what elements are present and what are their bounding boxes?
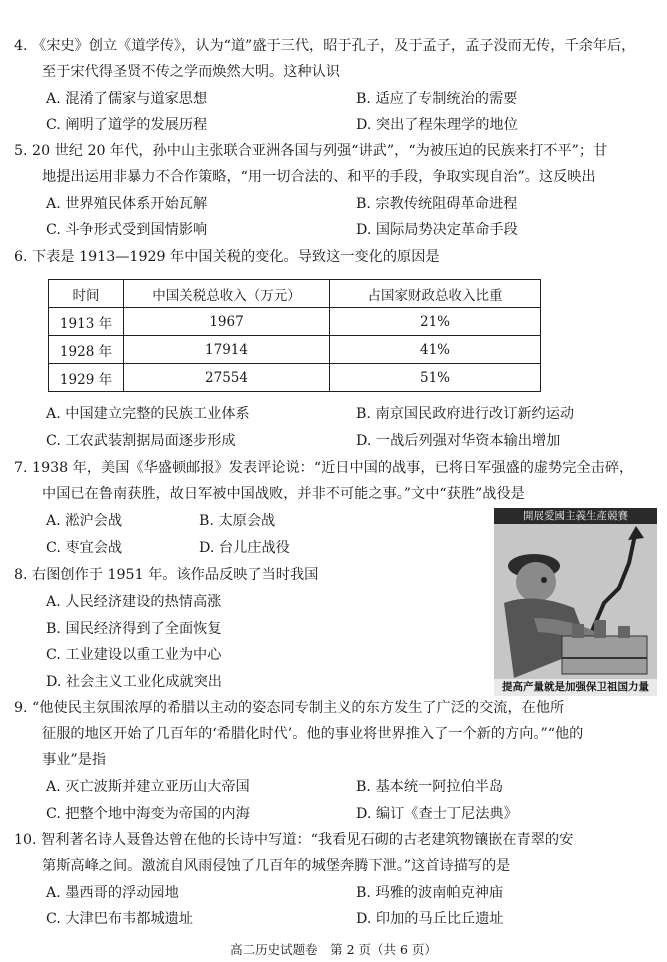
table-row (49, 308, 541, 336)
q5-stem-line1: 5. 20 世纪 20 年代，孙中山主张联合亚洲各国与列强“讲武”，“为被压迫的民族来打不平”；甘 (14, 143, 608, 159)
q4-stem-line1: 4. 《宋史》创立《道学传》，认为“道”盛于三代，昭于孔子，及于孟子，孟子没而无传，千余年后， (14, 38, 636, 54)
propaganda-poster-image (494, 508, 657, 696)
q5-option-c[interactable]: C. 斗争形式受到国情影响 (46, 222, 208, 238)
page-footer: 高二历史试题卷 第 2 页（共 6 页） (230, 942, 437, 957)
table-cell: 21% (330, 308, 541, 336)
q8-option-d[interactable]: D. 社会主义工业化成就突出 (46, 674, 222, 690)
table-row (49, 364, 541, 392)
q9-option-d[interactable]: D. 编订《查士丁尼法典》 (356, 806, 518, 822)
q6-stem-line1: 6. 下表是 1913—1929 年中国关税的变化。导致这一变化的原因是 (14, 249, 440, 265)
q9-option-a[interactable]: A. 灭亡波斯并建立亚历山大帝国 (46, 779, 250, 795)
table-header-cell: 占国家财政总收入比重 (330, 280, 541, 308)
poster-illustration (494, 508, 657, 696)
q8-option-a[interactable]: A. 人民经济建设的热情高涨 (46, 594, 222, 610)
q6-option-a[interactable]: A. 中国建立完整的民族工业体系 (46, 406, 250, 422)
q5-option-a[interactable]: A. 世界殖民体系开始瓦解 (46, 196, 208, 212)
q8-stem-line1: 8. 右图创作于 1951 年。该作品反映了当时我国 (14, 567, 319, 583)
q6-option-c[interactable]: C. 工农武装割据局面逐步形成 (46, 433, 236, 449)
q4-stem-line2: 至于宋代得圣贤不传之学而焕然大明。这种认识 (42, 64, 340, 80)
table-cell: 1967 (124, 308, 330, 336)
table-cell: 1928 年 (49, 336, 124, 364)
q7-option-d[interactable]: D. 台儿庄战役 (199, 540, 290, 556)
q8-option-b[interactable]: B. 国民经济得到了全面恢复 (46, 621, 222, 637)
q10-option-d[interactable]: D. 印加的马丘比丘遗址 (356, 911, 504, 927)
poster-caption: 提高产量就是加强保卫祖国力量 (494, 679, 657, 696)
q10-option-b[interactable]: B. 玛雅的波南帕克神庙 (356, 885, 504, 901)
q6-option-b[interactable]: B. 南京国民政府进行改订新约运动 (356, 406, 575, 422)
q10-option-c[interactable]: C. 大津巴布韦都城遗址 (46, 911, 194, 927)
q4-option-b[interactable]: B. 适应了专制统治的需要 (356, 91, 518, 107)
q10-stem-line1: 10. 智利著名诗人聂鲁达曾在他的长诗中写道：“我看见石砌的古老建筑物镶嵌在青翠的安 (14, 832, 574, 848)
table-row (49, 336, 541, 364)
q10-option-a[interactable]: A. 墨西哥的浮动园地 (46, 885, 179, 901)
table-header-cell: 中国关税总收入（万元） (124, 280, 330, 308)
table-cell: 1913 年 (49, 308, 124, 336)
table-header-cell: 时间 (49, 280, 124, 308)
q8-option-c[interactable]: C. 工业建设以重工业为中心 (46, 647, 222, 663)
q9-option-b[interactable]: B. 基本统一阿拉伯半岛 (356, 779, 504, 795)
table-header-row (49, 280, 541, 308)
q9-stem-line2: 征服的地区开始了几百年的‘希腊化时代’。他的事业将世界推入了一个新的方向。”“他的 (42, 726, 584, 742)
table-cell: 51% (330, 364, 541, 392)
q5-option-b[interactable]: B. 宗教传统阻碍革命进程 (356, 196, 518, 212)
q9-option-c[interactable]: C. 把整个地中海变为帝国的内海 (46, 806, 250, 822)
q9-stem-line3: 事业”是指 (42, 752, 107, 768)
q5-option-d[interactable]: D. 国际局势决定革命手段 (356, 222, 518, 238)
q9-stem-line1: 9. “他使民主氛围浓厚的希腊以主动的姿态同专制主义的东方发生了广泛的交流，在他所 (14, 700, 565, 716)
q7-option-c[interactable]: C. 枣宜会战 (46, 540, 123, 556)
q4-option-d[interactable]: D. 突出了程朱理学的地位 (356, 117, 518, 133)
q5-stem-line2: 地提出运用非暴力不合作策略，“用一切合法的、和平的手段，争取实现自治”。这反映出 (42, 169, 596, 185)
table-cell: 27554 (124, 364, 330, 392)
q4-option-c[interactable]: C. 阐明了道学的发展历程 (46, 117, 208, 133)
table-cell: 41% (330, 336, 541, 364)
q6-option-d[interactable]: D. 一战后列强对华资本输出增加 (356, 433, 561, 449)
poster-banner: 開展愛國主義生產競賽 (494, 508, 657, 524)
q7-option-b[interactable]: B. 太原会战 (199, 513, 276, 529)
q4-option-a[interactable]: A. 混淆了儒家与道家思想 (46, 91, 208, 107)
tariff-table (48, 279, 541, 392)
q7-stem-line1: 7. 1938 年，美国《华盛顿邮报》发表评论说：“近日中国的战事，已将日军强盛的虚势完全击碎， (14, 460, 634, 476)
q7-stem-line2: 中国已在鲁南获胜，故日军被中国战败，并非不可能之事。”文中“获胜”战役是 (42, 486, 525, 502)
q7-option-a[interactable]: A. 淞沪会战 (46, 513, 123, 529)
q10-stem-line2: 第斯高峰之间。激流自风雨侵蚀了几百年的城堡奔腾下泄。”这首诗描写的是 (42, 858, 511, 874)
table-cell: 17914 (124, 336, 330, 364)
table-cell: 1929 年 (49, 364, 124, 392)
